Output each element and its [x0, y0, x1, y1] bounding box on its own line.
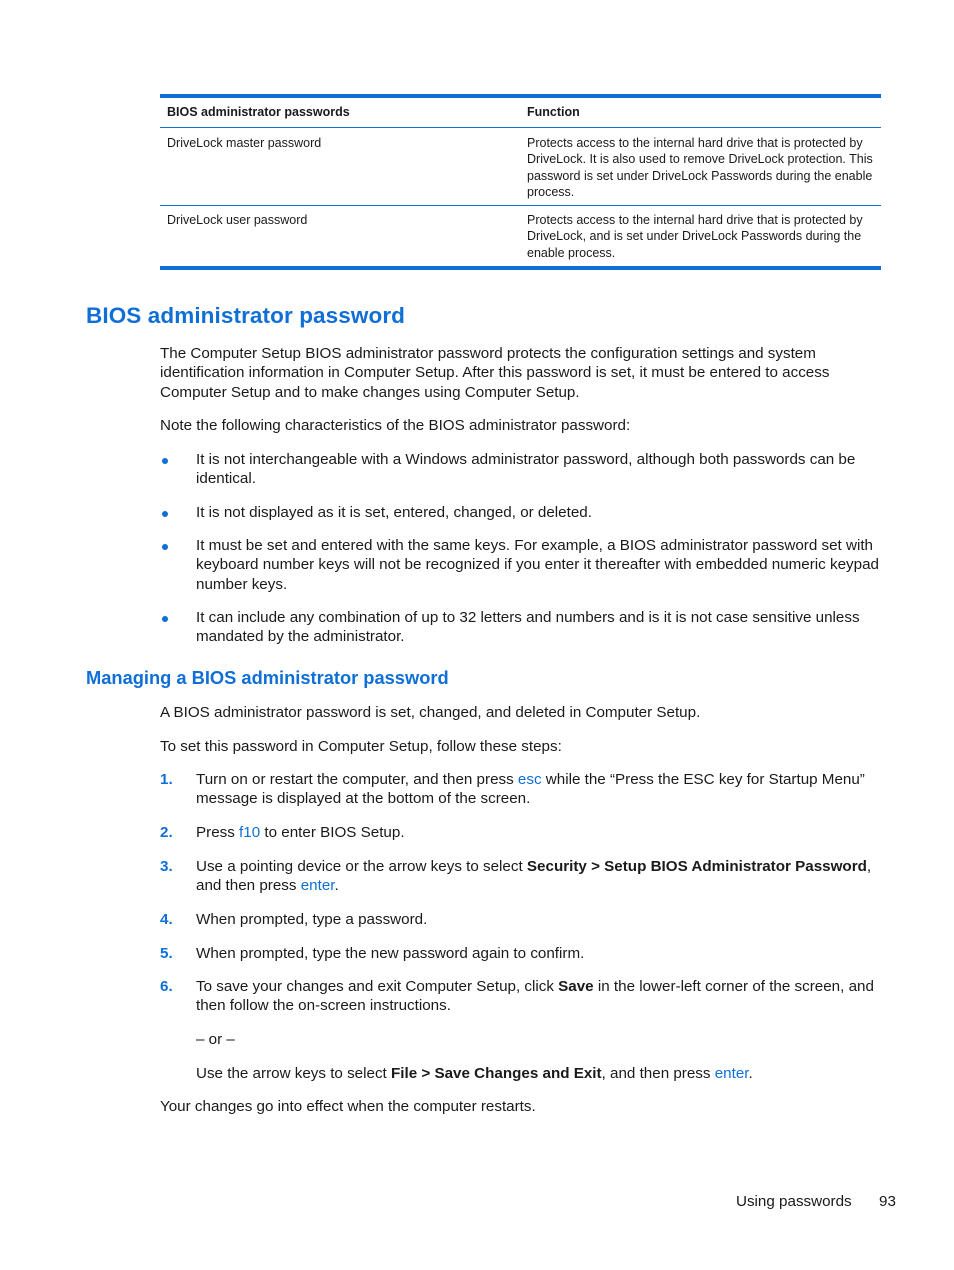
step-number: 1.: [160, 771, 173, 788]
key-enter: enter: [714, 1065, 749, 1082]
subsection-heading: Managing a BIOS administrator password: [86, 667, 449, 688]
key-f10: f10: [239, 824, 261, 841]
table-top-rule: [160, 94, 881, 98]
step-text: Turn on or restart the computer, and then press esc while the “Press the ESC key for Startup Menu” message is displayed at the bottom of the screen.: [196, 771, 865, 808]
table-header-rule: [160, 127, 881, 128]
key-esc: esc: [517, 771, 542, 788]
section-intro: The Computer Setup BIOS administrator password protects the configuration settings and system identification information in Computer Setup. After this password is set, it must be entered to access Computer Setup and to make changes using Computer Setup.: [160, 345, 830, 401]
footer-section: Using passwords: [736, 1193, 852, 1210]
closing-text: Your changes go into effect when the computer restarts.: [160, 1098, 536, 1115]
key-enter: enter: [300, 877, 335, 895]
table-header-name: BIOS administrator passwords: [167, 105, 350, 119]
step-number: 5.: [160, 945, 173, 962]
table-cell-name: DriveLock user password: [167, 213, 308, 227]
section-heading: BIOS administrator password: [86, 303, 406, 328]
list-item-text: It must be set and entered with the same keys. For example, a BIOS administrator password set with keyboard number keys will not be recognized if you enter it thereafter with embedded numeric keypad number keys.: [196, 537, 879, 593]
step-text: Use a pointing device or the arrow keys to select Security > Setup BIOS Administrator Password, and then press enter.: [196, 858, 872, 895]
step-number: 3.: [160, 858, 173, 875]
step-text: Press f10 to enter BIOS Setup.: [196, 824, 405, 841]
step-text: When prompted, type the new password again to confirm.: [196, 945, 585, 962]
table-cell-function: Protects access to the internal hard drive that is protected by DriveLock, and is set under DriveLock Passwords during the enable process.: [527, 213, 863, 260]
table-cell-function: Protects access to the internal hard drive that is protected by DriveLock. It is also used to remove DriveLock protection. This password is set under DriveLock Passwords during the enable process.: [527, 136, 873, 199]
table-row-rule: [160, 205, 881, 206]
menu-path: File > Save Changes and Exit: [390, 1065, 602, 1082]
bullet-icon: [162, 511, 168, 517]
table-cell-name: DriveLock master password: [167, 136, 322, 150]
table-bottom-rule: [160, 266, 881, 270]
step-text: To save your changes and exit Computer Setup, click Save in the lower-left corner of the screen, and then follow the on-screen instructions.: [196, 978, 874, 1015]
save-label: Save: [558, 978, 594, 995]
document-page: BIOS administrator passwords Function DriveLock master password Protects access to the internal hard drive that is protected by DriveLock. It is also used to remove DriveLock protection. This password is set under DriveLock Passwords during the enable process. DriveLock user password Protects access to the internal hard drive that is protected by DriveLock, and is set under DriveLock Passwords during the enable process. BIOS administrator password The Computer Setup BIOS administrator password protects the configuration settings and system identification information in Computer Setup. After this password is set, it must be entered to access Computer Setup and to make changes using Computer Setup. Note the following characteristics of the BIOS administrator password: It is not interchangeable with a Windows administrator password, although both passwords can be identical. It is not displayed as it is set, entered, changed, or deleted. It must be set and entered with the same keys. For example, a BIOS administrator password set with keyboard number keys will not be recognized if you enter it thereafter with embedded numeric keypad number keys. It can include any combination of up to 32 letters and numbers and is it is not case sensitive unless mandated by the administrator. Managing a BIOS administrator password A BIOS administrator password is set, changed, and deleted in Computer Setup. To set this password in Computer Setup, follow these steps: 1. Turn on or restart the computer, and then press esc while the “Press the ESC key for Startup Menu” message is displayed at the bottom of the screen. 2. Press f10 to enter BIOS Setup. 3. Use a pointing device or the arrow keys to select Security > Setup BIOS Administrator Password, and then press enter. 4. When prompted, type a password. 5. When prompted, type the new password again to confirm. 6. To save your changes and exit Computer Setup, click Save in the lower-left corner of the screen, and then follow the on-screen instructions. – or – Use the arrow keys to select File > Save Changes and Exit, and then press enter. Your changes go into effect when the computer restarts. Using passwords 93: [0, 0, 954, 1270]
step-number: 6.: [160, 978, 173, 995]
list-item-text: It can include any combination of up to 32 letters and numbers and is it is not case sensitive unless mandated by the administrator.: [196, 609, 860, 646]
section-note: Note the following characteristics of the BIOS administrator password:: [160, 417, 631, 434]
bullet-icon: [162, 458, 168, 464]
table-header-function: Function: [527, 105, 580, 119]
menu-path: Security > Setup BIOS Administrator Password: [526, 858, 867, 875]
subsection-lead: To set this password in Computer Setup, follow these steps:: [160, 738, 562, 755]
page-number: 93: [879, 1193, 896, 1210]
step-number: 4.: [160, 911, 173, 928]
list-item-text: It is not interchangeable with a Windows administrator password, although both passwords can be identical.: [196, 451, 856, 488]
alternate-step-text: Use the arrow keys to select File > Save Changes and Exit, and then press enter.: [196, 1065, 753, 1082]
bullet-icon: [162, 544, 168, 550]
list-item-text: It is not displayed as it is set, entered, changed, or deleted.: [196, 504, 592, 521]
step-text: When prompted, type a password.: [196, 911, 428, 928]
bullet-icon: [162, 616, 168, 622]
step-number: 2.: [160, 824, 173, 841]
subsection-intro: A BIOS administrator password is set, changed, and deleted in Computer Setup.: [160, 704, 701, 721]
